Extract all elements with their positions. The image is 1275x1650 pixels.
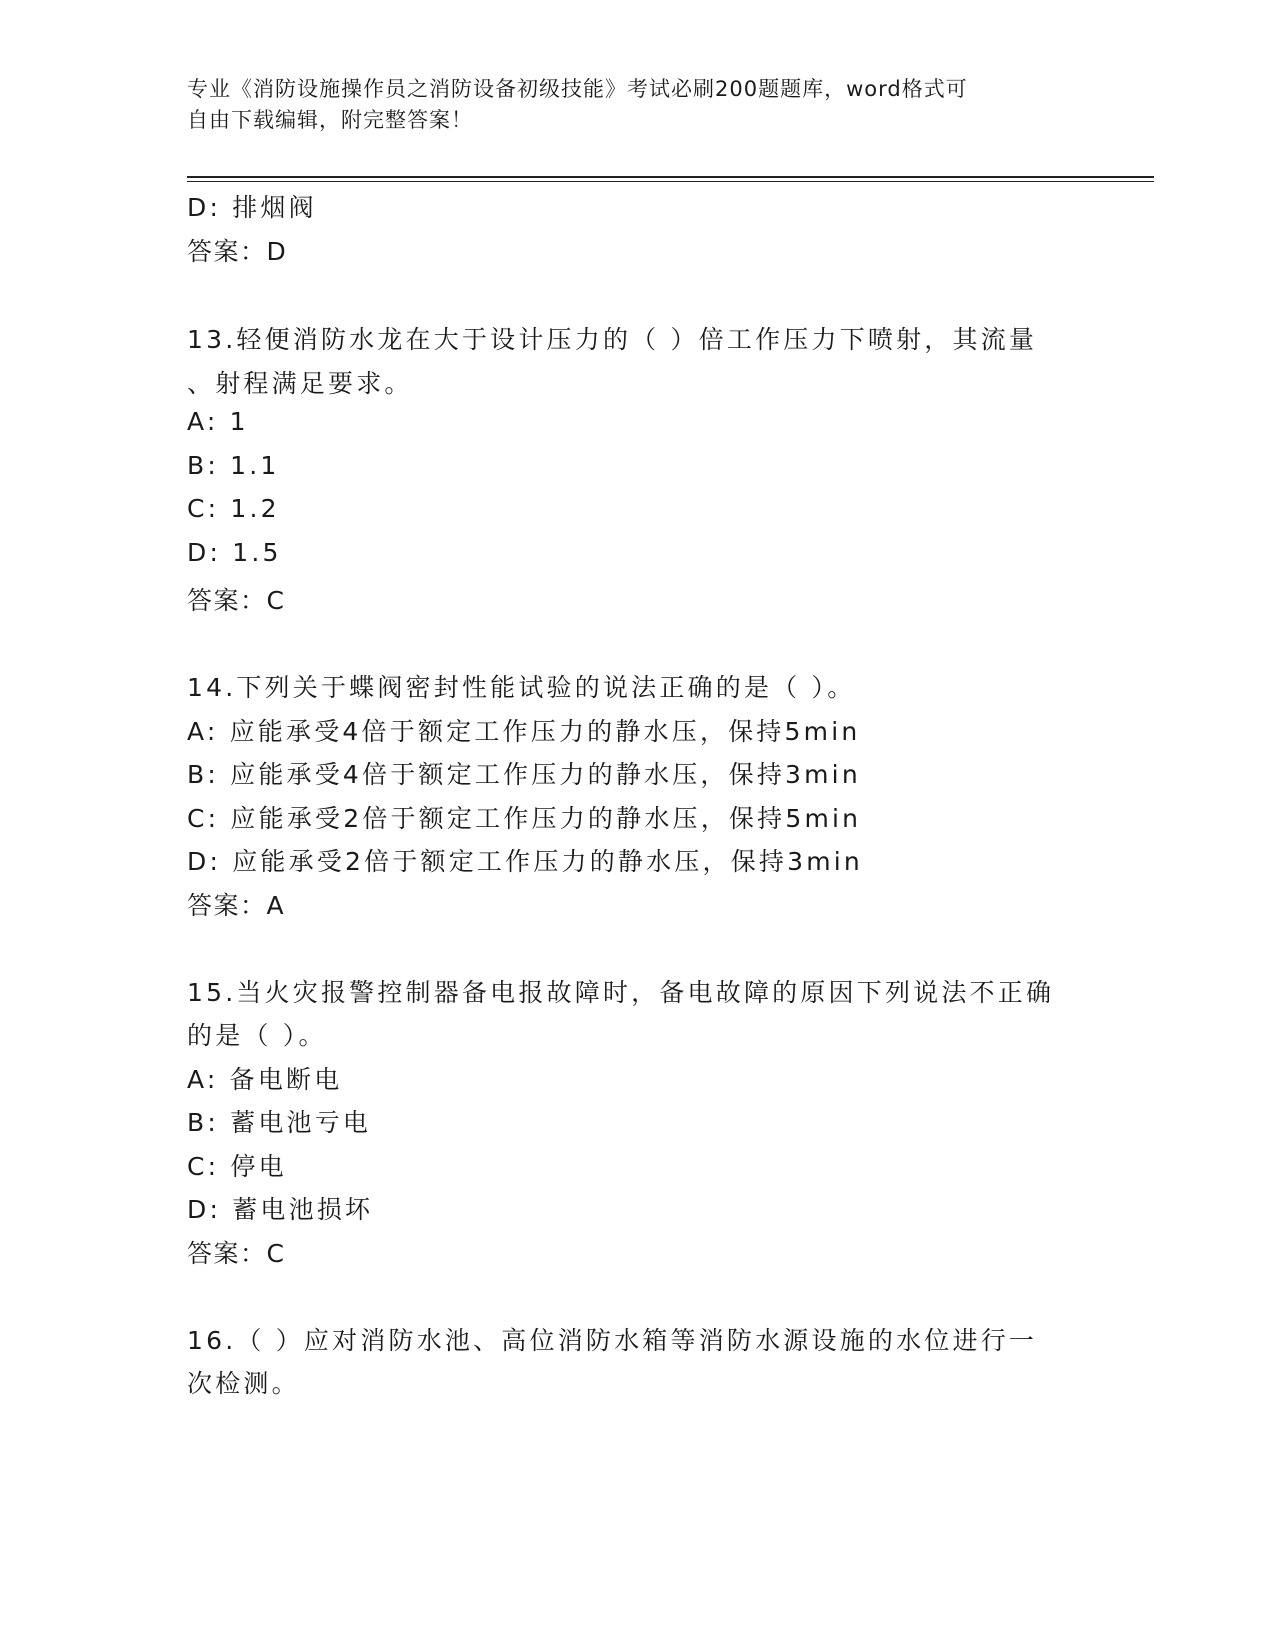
q16-stem-line-2: 次检测。 [187,1369,300,1398]
q15-answer: 答案：C [187,1239,286,1268]
q16-stem-line-1: 16.（ ）应对消防水池、高位消防水箱等消防水源设施的水位进行一 [187,1326,1038,1355]
prev-answer: 答案：D [187,237,288,266]
q14-stem-line-1: 14.下列关于蝶阀密封性能试验的说法正确的是（ ）。 [187,673,856,702]
q13-answer: 答案：C [187,586,286,615]
q15-option-c: C: 停电 [187,1152,287,1181]
q14-option-c: C: 应能承受2倍于额定工作压力的静水压，保持5min [187,804,862,833]
q13-option-b: B: 1.1 [187,451,280,480]
q14-option-a: A: 应能承受4倍于额定工作压力的静水压，保持5min [187,717,861,746]
q14-option-b: B: 应能承受4倍于额定工作压力的静水压，保持3min [187,760,861,789]
header-divider-thin [187,181,1154,182]
q13-stem-line-2: 、射程满足要求。 [187,369,413,398]
q15-stem-line-2: 的是（ ）。 [187,1021,327,1050]
q15-option-a: A: 备电断电 [187,1065,343,1094]
q15-stem-line-1: 15.当火灾报警控制器备电报故障时，备电故障的原因下列说法不正确 [187,978,1055,1007]
q14-answer: 答案：A [187,891,286,920]
q13-option-c: C: 1.2 [187,494,280,523]
q14-option-d: D: 应能承受2倍于额定工作压力的静水压，保持3min [187,847,863,876]
header-divider-thick [187,176,1154,178]
header-title-line-1: 专业《消防设施操作员之消防设备初级技能》考试必刷200题题库，word格式可 [187,77,968,101]
q15-option-d: D: 蓄电池损坏 [187,1195,374,1224]
q13-stem-line-1: 13.轻便消防水龙在大于设计压力的（ ）倍工作压力下喷射，其流量 [187,325,1038,354]
prev-option-d: D: 排烟阀 [187,193,317,222]
header-title-line-2: 自由下载编辑，附完整答案！ [187,108,473,132]
document-header [187,74,1087,136]
q13-option-a: A: 1 [187,407,249,436]
q13-option-d: D: 1.5 [187,538,282,567]
q15-option-b: B: 蓄电池亏电 [187,1108,372,1137]
